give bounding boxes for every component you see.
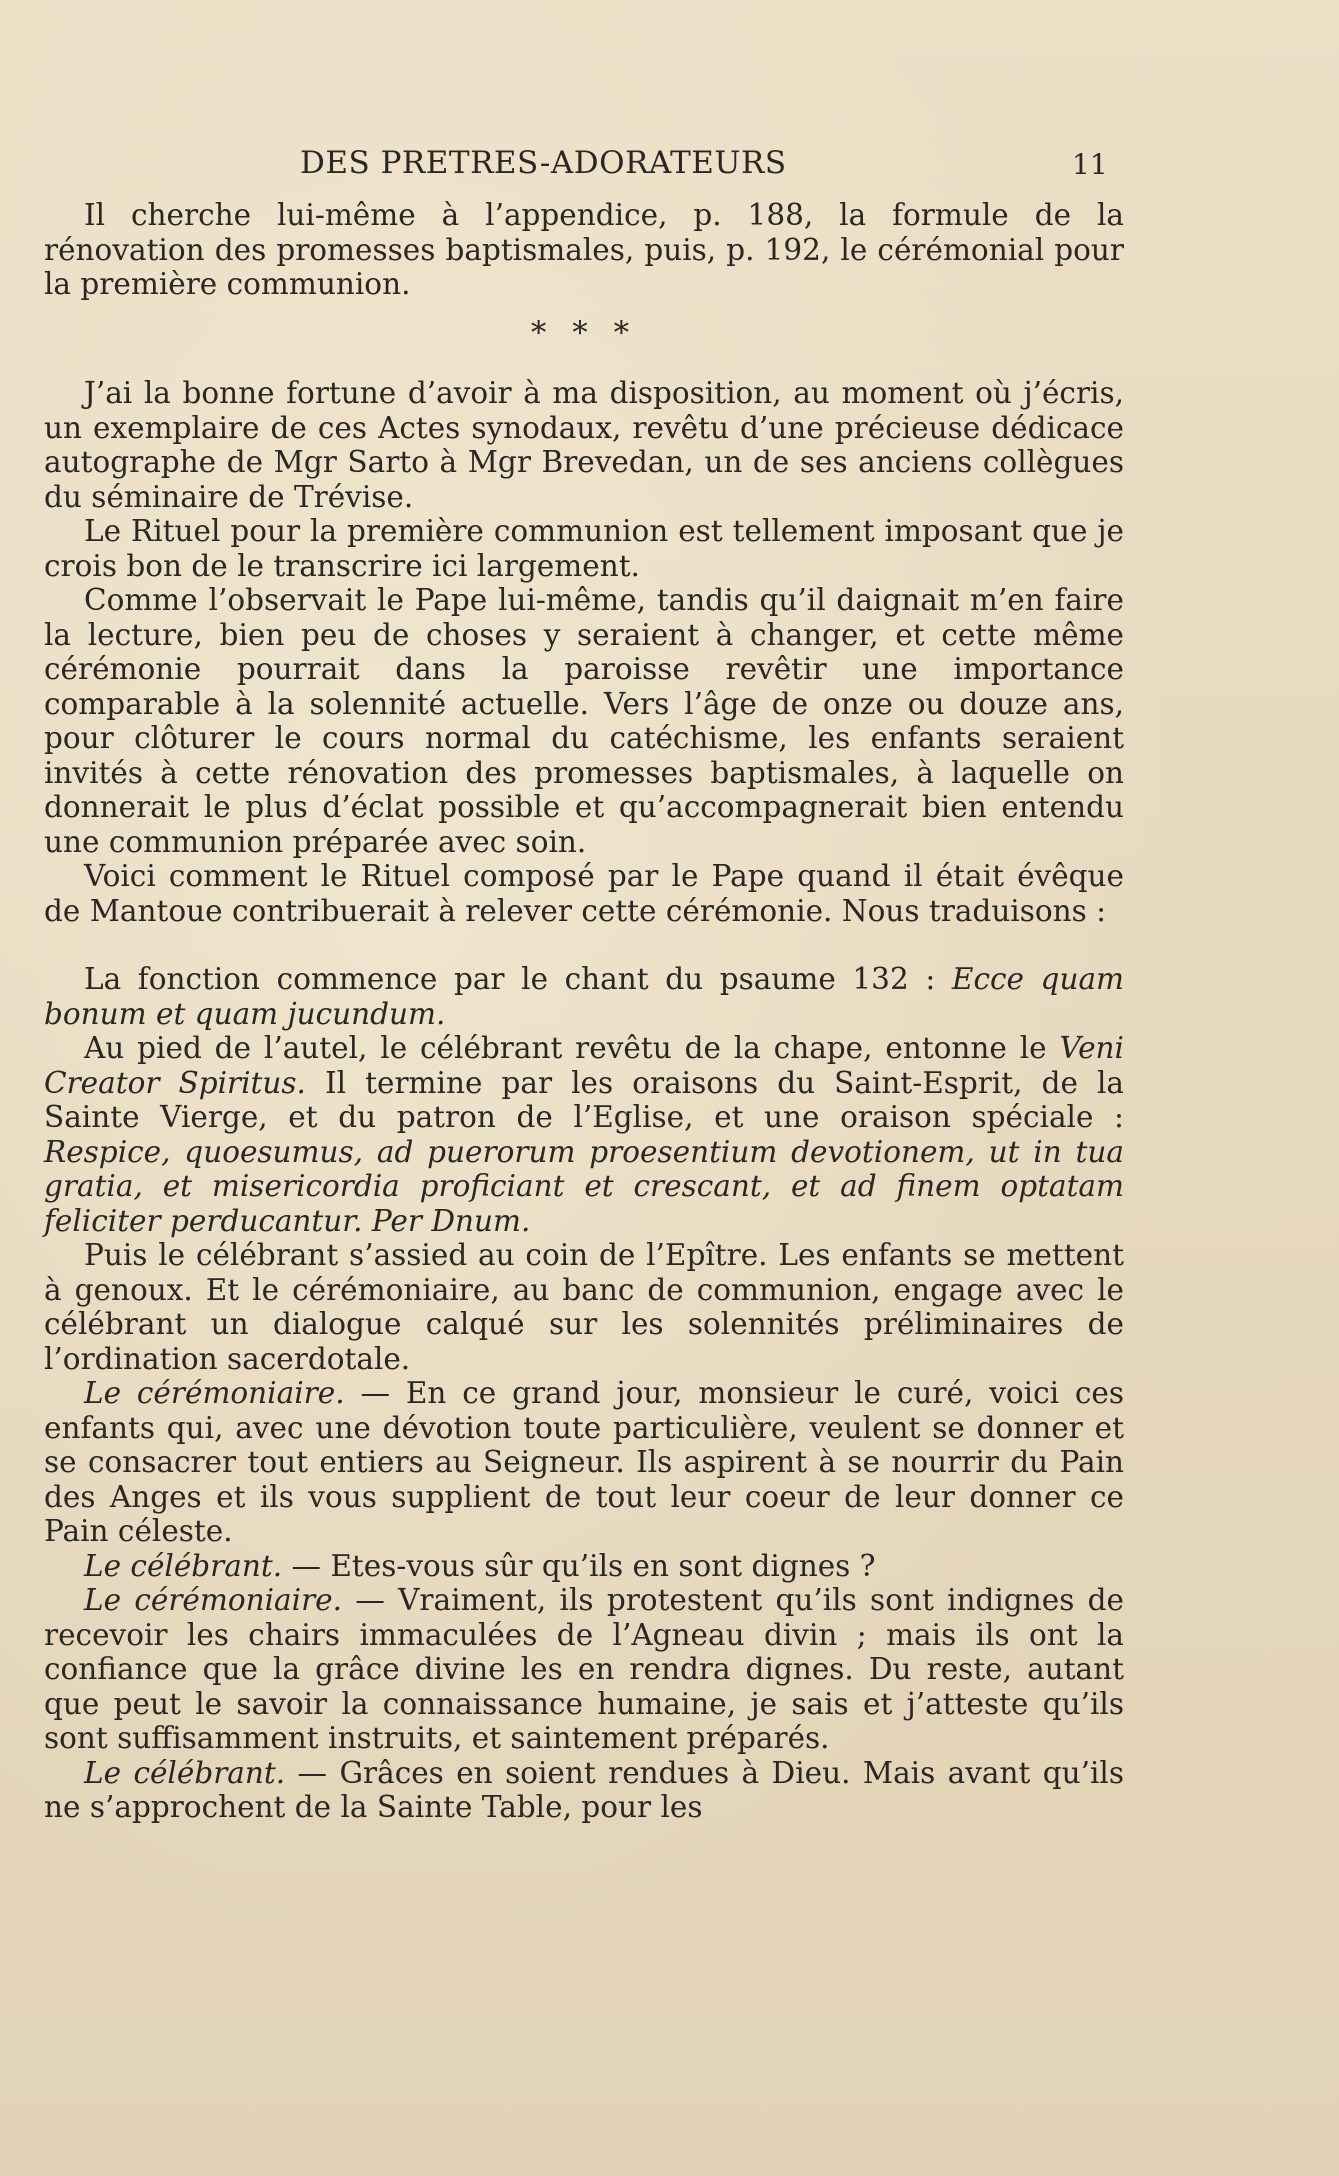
page-text <box>44 138 1124 1825</box>
psalm-text: La fonction commence par le chant du psaume 132 : <box>84 962 952 996</box>
speaker-celebrant: Le célébrant. <box>84 1548 283 1583</box>
speaker-ceremoniaire: Le cérémoniaire. <box>84 1583 343 1617</box>
paragraph-pope-observation: Comme l’observait le Pape lui-même, tandis qu’il daignait m’en faire la lecture, bien peu de choses y seraient à changer, et cette même cérémonie pourrait dans la paroisse revêtir une importance comparable à la solennité actuelle. Vers l’âge de onze ou douze ans, pour clôturer le cours normal du catéchisme, les enfants seraient invités à cette rénovation des promesses baptismales, à laquelle on donnerait le plus d’éclat possible et qu’accompagnerait bien entendu une communion préparée avec soin. <box>44 583 1124 859</box>
paragraph-gap <box>44 928 1124 962</box>
veni-text-1: Au pied de l’autel, le célébrant revêtu de la chape, entonne le <box>84 1031 1060 1065</box>
section-break-asterisms: * * * <box>530 314 638 351</box>
speaker-ceremoniaire: Le cérémoniaire. <box>84 1376 345 1410</box>
dialogue-celebrant-1 <box>44 1549 1124 1584</box>
dialogue-text: — Vraiment, ils protestent qu’ils sont indignes de recevoir les chairs immaculées de l’Agneau divin ; mais ils ont la confiance que la grâce divine les en rendra dignes. Du reste, autant que peut le savoir la connaissance humaine, je sais et j’atteste qu’ils sont suffisamment instruits, et saintement préparés. <box>44 1583 1124 1755</box>
dialogue-text: — En ce grand jour, monsieur le curé, voici ces enfants qui, avec une dévotion toute particulière, veulent se donner et se consacrer tout entiers au Seigneur. Ils aspirent à se nourrir du Pain des Anges et ils vous supplient de tout leur coeur de leur donner ce Pain céleste. <box>44 1376 1125 1548</box>
paragraph-veni-creator <box>44 1031 1124 1238</box>
veni-creator-latin: Veni Creator Spiritus. <box>44 1031 1124 1100</box>
running-head-title: DES PRETRES-ADORATEURS <box>300 145 787 181</box>
dialogue-ceremoniaire-2 <box>44 1583 1124 1756</box>
paragraph-ceremony: Puis le célébrant s’assied au coin de l’Epître. Les enfants se mettent à genoux. Et le cérémoniaire, au banc de communion, engage avec le célébrant un dialogue calqué sur les solennités préliminaires de l’ordination sacerdotale. <box>44 1238 1124 1376</box>
paragraph-rituel: Le Rituel pour la première communion est tellement imposant que je crois bon de le transcrire ici largement. <box>44 514 1124 583</box>
running-header <box>44 138 1124 198</box>
paragraph-translation-intro: Voici comment le Rituel composé par le Pape quand il était évêque de Mantoue contribuerait à relever cette cérémonie. Nous traduisons : <box>44 859 1124 928</box>
page-number: 11 <box>1072 148 1108 181</box>
psalm-latin: Ecce quam bonum et quam jucundum. <box>44 962 1125 1031</box>
dialogue-text: — Etes-vous sûr qu’ils en sont dignes ? <box>282 1548 876 1583</box>
paragraph-dedication: J’ai la bonne fortune d’avoir à ma disposition, au moment où j’écris, un exemplaire de ces Actes synodaux, revêtu d’une précieuse dédicace autographe de Mgr Sarto à Mgr Brevedan, un de ses anciens collègues du séminaire de Trévise. <box>44 376 1124 514</box>
dialogue-ceremoniaire-1 <box>44 1376 1124 1549</box>
paragraph-appendix: Il cherche lui-même à l’appendice, p. 188, la formule de la rénovation des promesses baptismales, puis, p. 192, le cérémonial pour la première communion. <box>44 198 1124 301</box>
paragraph-psalm <box>44 962 1124 1031</box>
veni-text-2: Il termine par les oraisons du Saint-Esprit, de la Sainte Vierge, et du patron de l’Eglise, et une oraison spéciale : <box>44 1065 1125 1134</box>
oraison-latin: Respice, quoesumus, ad puerorum proesentium devotionem, ut in tua gratia, et misericordia proficiant et crescant, et ad finem optatam feliciter perducantur. Per Dnum. <box>44 1134 1124 1238</box>
dialogue-celebrant-2 <box>44 1756 1124 1825</box>
speaker-celebrant: Le célébrant. <box>84 1755 286 1790</box>
dialogue-text: — Grâces en soient rendues à Dieu. Mais avant qu’ils ne s’approchent de la Sainte Table, pour les <box>44 1755 1124 1824</box>
